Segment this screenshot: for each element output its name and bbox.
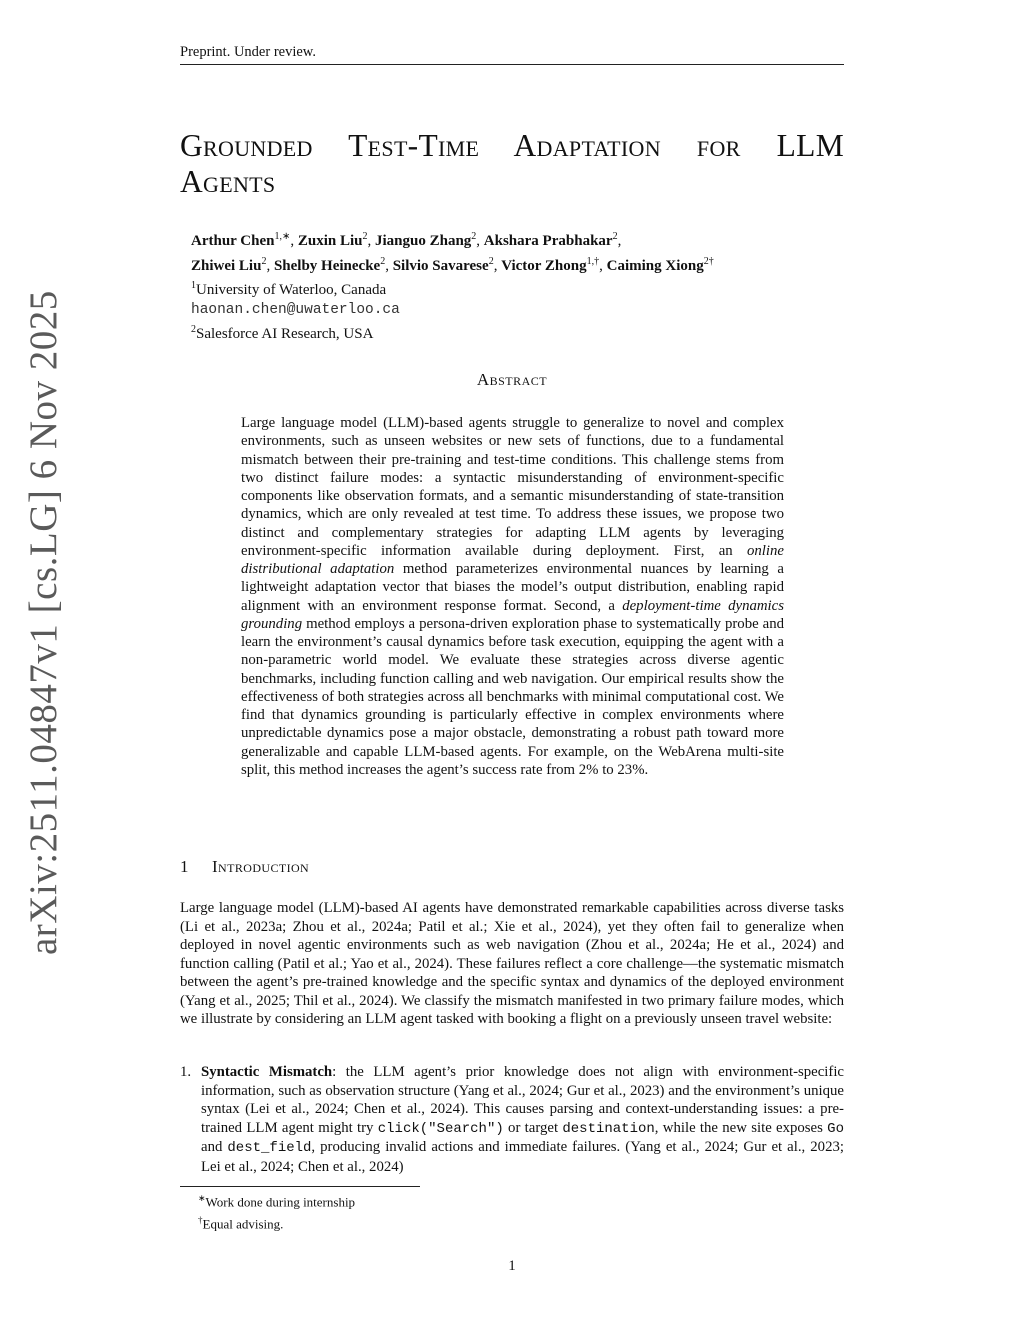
author-name: Zuxin Liu: [297, 233, 363, 249]
author-line-2: [191, 252, 714, 277]
code-go: Go: [827, 1120, 844, 1137]
list-item-text: , producing invalid actions and immediate failures. (Yang et al., 2024; Gur et al., 2023; Lei et al., 2024; Chen et al., 2024): [201, 1139, 844, 1175]
code-click-search: click("Search"): [377, 1120, 504, 1137]
section-title: Introduction: [212, 857, 310, 876]
author-name: Zhiwei Liu: [191, 257, 262, 274]
author-name: Shelby Heinecke: [273, 257, 381, 274]
paper-title-line-1: Grounded Test-Time Adaptation for LLM: [180, 128, 844, 163]
abstract-body: [241, 414, 784, 779]
list-item: [180, 1063, 844, 1176]
abstract-emphasis-2: deployment-time dynamics grounding: [241, 597, 784, 632]
list-item-term: Syntactic Mismatch: [201, 1064, 333, 1080]
author-separator: ,: [617, 233, 622, 249]
running-header: Preprint. Under review.: [180, 44, 844, 65]
author-affiliation-marker: 2: [380, 255, 386, 267]
section-number: 1: [180, 857, 189, 876]
abstract-text-2: method parameterizes environmental nuances by learning a lightweight adaptation vector that biases the model’s output distribution, enabling rapid alignment with an environment response format. Second, a: [241, 561, 784, 614]
list-item-text: and: [201, 1139, 228, 1155]
author-separator: ,: [493, 257, 498, 274]
footnote-1-mark: ∗: [198, 1193, 206, 1203]
author-email[interactable]: haonan.chen@uwaterloo.ca: [191, 301, 400, 318]
list-item-text: or target: [503, 1119, 563, 1136]
affiliation-1-text: University of Waterloo, Canada: [196, 282, 387, 298]
code-destination: destination: [562, 1120, 655, 1137]
author-block: [191, 227, 714, 345]
author-name: Jianguo Zhang: [375, 233, 472, 249]
footnote-1: [198, 1189, 355, 1211]
footnote-2-mark: †: [198, 1215, 203, 1226]
author-separator: ,: [367, 233, 372, 249]
list-item-number: 1.: [180, 1064, 192, 1080]
abstract-text-1: Large language model (LLM)-based agents struggle to generalize to novel and complex environments, such as unseen websites or new sets of functions, due to a fundamental mismatch between their pre-training and test-time conditions. This challenge stems from two distinct failure modes: a syntactic misunderstanding of environment-specific components like observation formats, and a semantic misunderstanding of state-transition dynamics, which are only revealed at test time. To address these issues, we propose two distinct and complementary strategies for adapting LLM agents by leveraging environment-specific information available during deployment. First, an: [241, 415, 784, 559]
list-item-text: , while the new site exposes: [654, 1119, 828, 1136]
affiliation-2: [191, 320, 714, 345]
failure-mode-list: [180, 1063, 844, 1176]
abstract-heading: Abstract: [476, 370, 548, 389]
footnotes: [198, 1189, 355, 1234]
author-line-1: [191, 227, 714, 252]
author-affiliation-marker: 2: [612, 231, 618, 242]
author-separator: ,: [290, 233, 295, 249]
affiliation-1-marker: 1: [191, 280, 196, 291]
section-heading-introduction: [180, 857, 309, 877]
author-affiliation-marker: 1,†: [586, 255, 600, 267]
code-dest-field: dest_field: [227, 1140, 312, 1156]
footnote-1-text: Work done during internship: [205, 1194, 356, 1210]
author-separator: ,: [385, 257, 389, 274]
author-name: Akshara Prabhakar: [483, 233, 613, 249]
arxiv-identifier: arXiv:2511.04847v1 [cs.LG] 6 Nov 2025: [22, 290, 65, 955]
author-affiliation-marker: 2†: [703, 255, 714, 267]
footnote-2: [198, 1211, 355, 1233]
author-affiliation-marker: 2: [471, 231, 477, 242]
list-item-body: [201, 1063, 844, 1176]
author-affiliation-marker: 1,∗: [274, 231, 291, 242]
author-name: Victor Zhong: [501, 257, 587, 274]
affiliation-2-text: Salesforce AI Research, USA: [196, 326, 374, 342]
author-affiliation-marker: 2: [362, 231, 368, 242]
paper-title-line-2: Agents: [180, 164, 276, 199]
author-separator: ,: [476, 233, 481, 249]
author-affiliation-marker: 2: [261, 255, 267, 267]
introduction-paragraph: Large language model (LLM)-based AI agents have demonstrated remarkable capabilities across diverse tasks (Li et al., 2023a; Zhou et al., 2024a; Patil et al.; Xie et al., 2024), yet they often fail to generalize when deployed in novel agentic environments such as web navigation (Zhou et al., 2024a; He et al., 2024) and function calling (Patil et al.; Yao et al., 2024). These failures reflect a core challenge—the systematic mismatch between the agent’s pre-trained knowledge and the specific syntax and dynamics of the deployed environment (Yang et al., 2025; Thil et al., 2024). We classify the mismatch manifested in two primary failure modes, which we illustrate by considering an LLM agent tasked with booking a flight on a previously unseen travel website:: [180, 900, 844, 1027]
affiliation-2-marker: 2: [191, 324, 196, 335]
footnote-2-text: Equal advising.: [202, 1216, 284, 1232]
author-separator: ,: [266, 257, 271, 274]
list-item-text: : the LLM agent’s prior knowledge does not align with environment-specific information, such as observation structure (Yang et al., 2024; Gur et al., 2023) and the environment’s unique syntax (Lei et al., 2024; Chen et al., 2024). This causes parsing and context-understanding issues: a pre-trained LLM agent might try: [201, 1064, 844, 1136]
abstract-emphasis-1: online distributional adaptation: [241, 542, 784, 577]
author-name: Silvio Savarese: [392, 257, 489, 274]
author-affiliation-marker: 2: [488, 255, 494, 267]
affiliation-1: [191, 276, 714, 301]
author-name: Arthur Chen: [191, 233, 275, 249]
abstract-text-3: method employs a persona-driven exploration phase to systematically probe and learn the environment’s causal dynamics before task execution, equipping the agent with a non-parametric world model. We evaluate these strategies across diverse agentic benchmarks, including function calling and web navigation. Our empirical results show the effectiveness of both strategies across all benchmarks with minimal computational cost. We find that dynamics grounding is particularly effective in complex environments where unpredictable dynamics pose a major obstacle, demonstrating a robust path toward more generalizable and capable LLM-based agents. For example, on the WebArena multi-site split, this method increases the agent’s success rate from 2% to 23%.: [241, 615, 784, 778]
author-separator: ,: [599, 257, 603, 274]
footnote-rule: [180, 1186, 420, 1187]
page-number: 1: [508, 1258, 516, 1274]
author-name: Caiming Xiong: [606, 257, 704, 274]
